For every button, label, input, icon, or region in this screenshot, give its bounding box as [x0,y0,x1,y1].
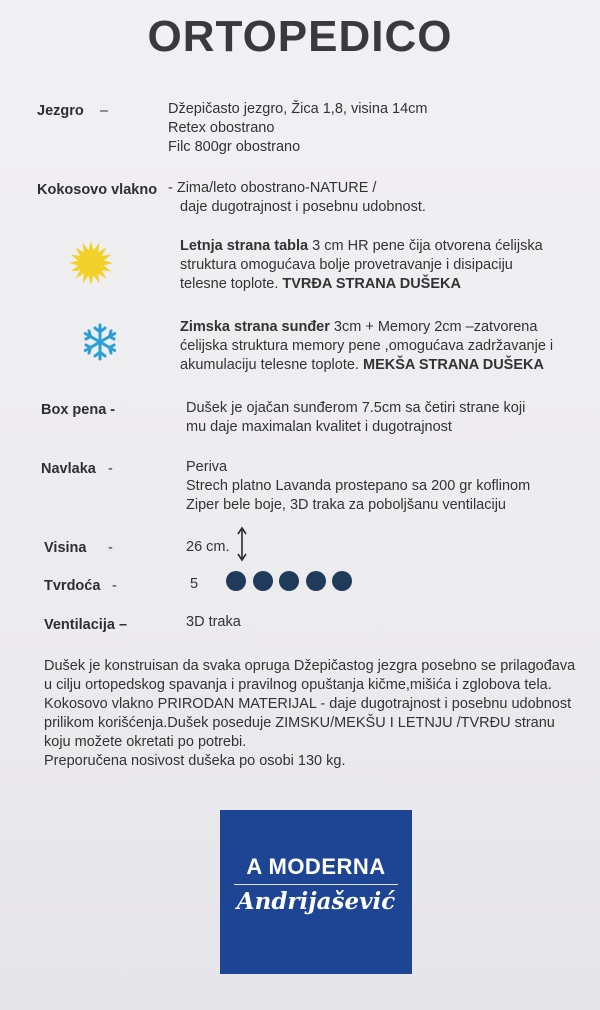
winter-text [180,318,553,375]
summer-emphasis: TVRĐA STRANA DUŠEKA [282,276,461,292]
summer-bold: Letnja strana tabla [180,238,309,254]
tvrdoca-value: 5 [190,576,199,592]
visina-dash: - [108,540,113,556]
summer-line1: 3 cm HR pene čija otvorena ćelijska [308,238,543,254]
summer-line3: telesne toplote. [180,276,283,292]
logo-owner-name: Andrijašević [236,888,396,915]
jezgro-line-1: Džepičasto jezgro, Žica 1,8, visina 14cm [168,101,428,117]
hardness-dot [253,571,273,591]
logo-brand-name: A MODERNA [246,854,386,879]
description-line: koju možete okretati po potrebi. [44,734,247,750]
kokos-value [168,179,426,217]
navlaka-value [186,458,530,515]
winter-emphasis: MEKŠA STRANA DUŠEKA [362,357,544,373]
jezgro-line-2: Retex obostrano [168,120,275,136]
description-line: Dušek je konstruisan da svaka opruga Džepičastog jezgra posebno se prilagođava [44,658,576,674]
description-line: u cilju ortopedskog spavanja i pravilnog opuštanja kičme,mišića i zglobova tela. [44,677,552,693]
summer-text [180,237,543,294]
up-down-arrow-icon [236,526,248,562]
ventilacija-label: Ventilacija – [44,617,128,633]
visina-value: 26 cm. [186,539,230,555]
kokos-line-1: - Zima/leto obostrano-NATURE / [168,180,377,196]
logo-divider [234,884,398,885]
kokos-line-2: daje dugotrajnost i posebnu udobnost. [180,199,426,215]
winter-line2: ćelijska struktura memory pene ,omogućava zadržavanje i [180,338,554,354]
jezgro-label: Jezgro [37,103,84,119]
winter-line1: 3cm + Memory 2cm –zatvorena [329,319,538,335]
winter-bold: Zimska strana sunđer [180,319,330,335]
description-line: prilikom korišćenja.Dušek poseduje ZIMSKU/MEKŠU I LETNJU /TVRĐU stranu [44,715,555,731]
kokos-label: Kokosovo vlakno [37,182,158,198]
navlaka-line-2: Strech platno Lavanda prostepano sa 200 gr koflinom [186,478,531,494]
navlaka-line-1: Periva [186,459,228,475]
box-line-2: mu daje maximalan kvalitet i dugotrajnost [186,419,452,435]
description-paragraph [44,657,575,771]
hardness-dot [279,571,299,591]
hardness-dot [306,571,326,591]
ventilacija-value: 3D traka [186,614,241,630]
jezgro-dash: – [100,103,109,119]
summer-line2: struktura omogućava bolje provetravanje i disipaciju [180,257,513,273]
winter-line3: akumulaciju telesne toplote. [180,357,363,373]
page-title: ORTOPEDICO [147,12,453,61]
visina-label: Visina [44,540,87,556]
jezgro-value [168,100,428,157]
tvrdoca-dash: - [112,578,117,594]
jezgro-line-3: Filc 800gr obostrano [168,139,301,155]
box-line-1: Dušek je ojačan sunđerom 7.5cm sa četiri strane koji [186,400,526,416]
tvrdoca-label: Tvrdoća [44,578,101,594]
navlaka-label: Navlaka [41,461,96,477]
box-label: Box pena - [41,402,116,418]
description-line: Kokosovo vlakno PRIRODAN MATERIJAL - daje dugotrajnost i posebnu udobnost [44,696,572,712]
brand-logo [220,810,412,974]
sun-icon [68,240,114,286]
description-line: Preporučena nosivost dušeka po osobi 130 kg. [44,753,346,769]
box-value [186,399,525,437]
hardness-dot [226,571,246,591]
snowflake-icon [80,322,120,362]
hardness-dot [332,571,352,591]
navlaka-line-3: Ziper bele boje, 3D traka za poboljšanu ventilaciju [186,497,506,513]
navlaka-dash: - [108,461,113,477]
